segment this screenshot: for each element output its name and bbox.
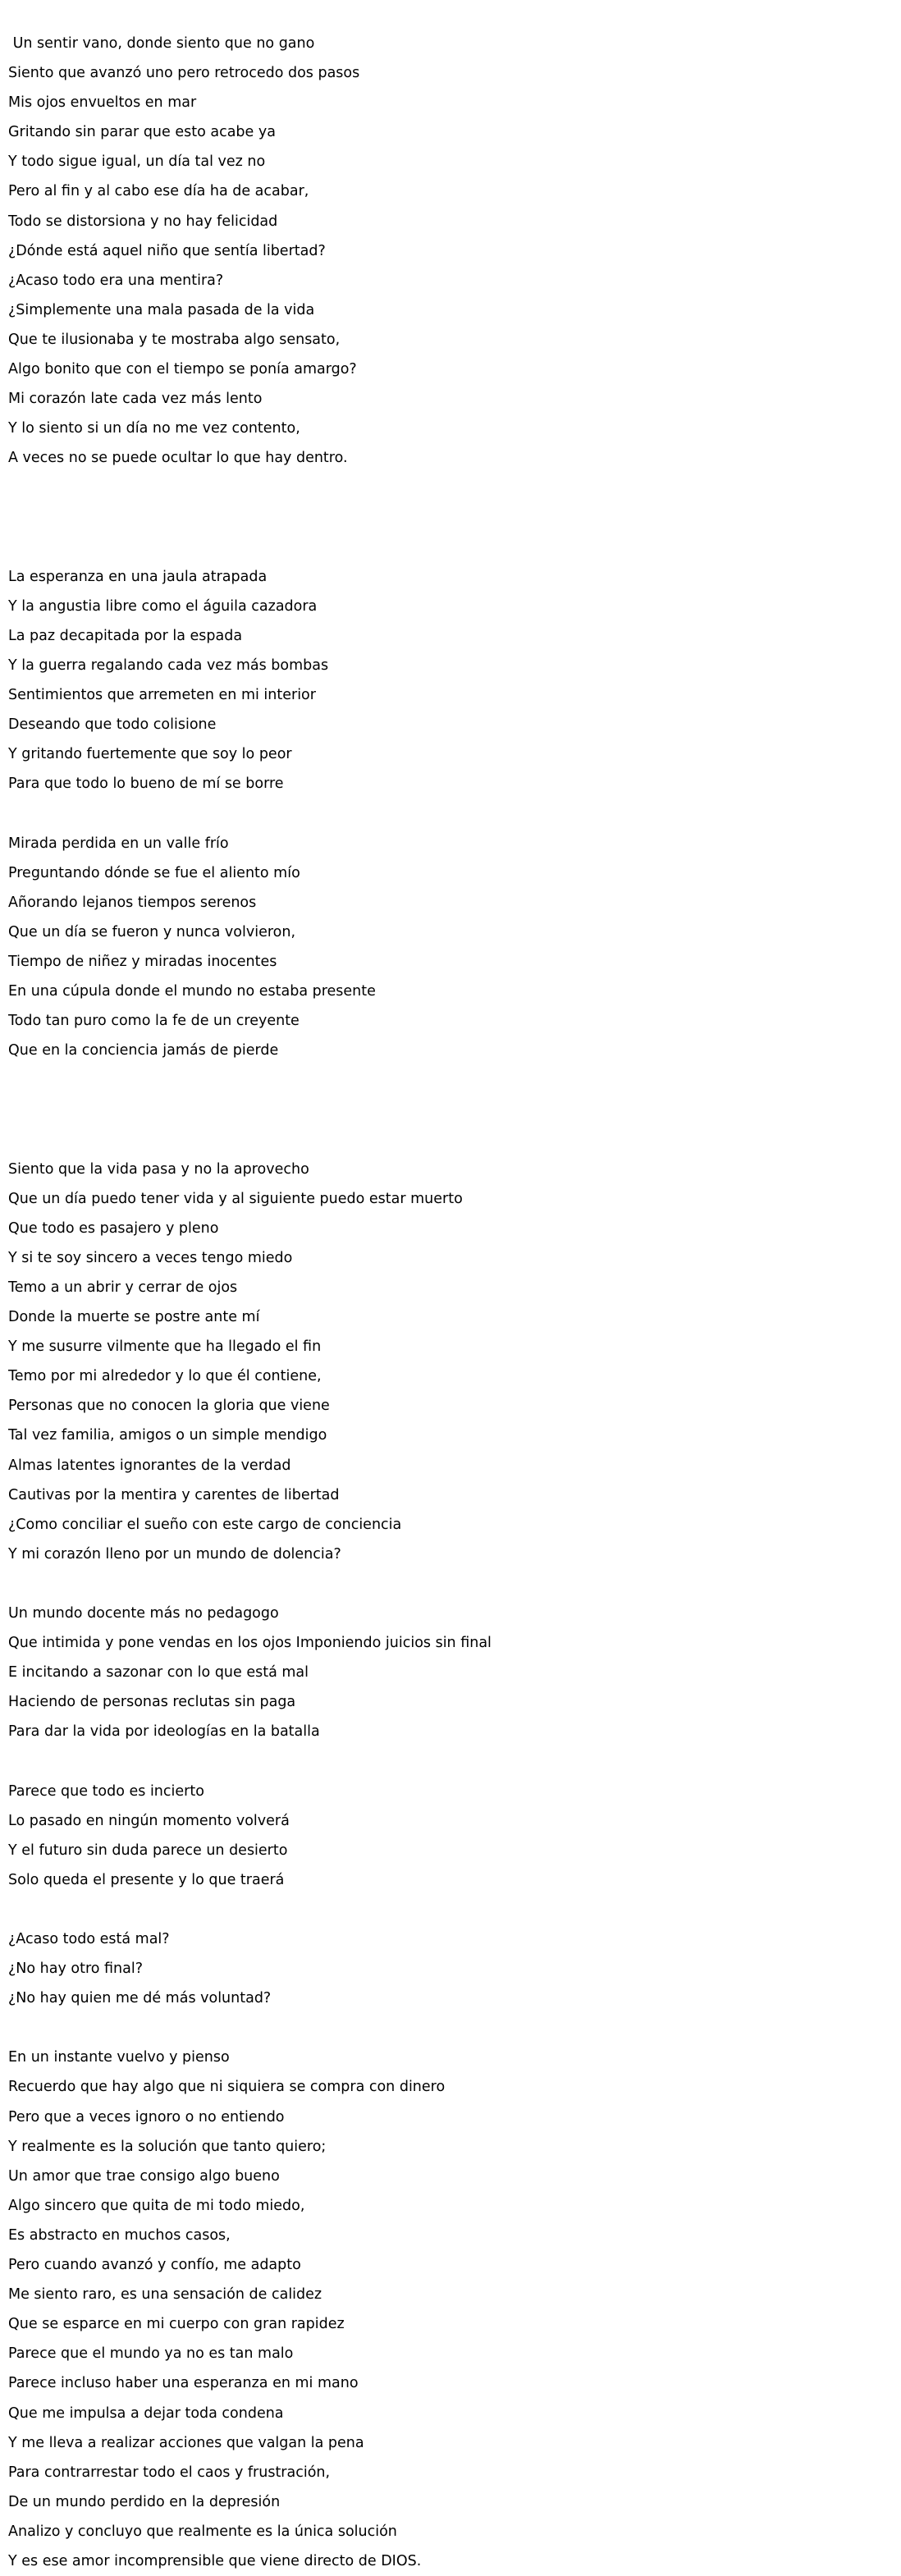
- poem-line: Cautivas por la mentira y carentes de libertad: [8, 1486, 340, 1503]
- poem-line: Mi corazón late cada vez más lento: [8, 391, 263, 408]
- poem-line: Para contrarrestar todo el caos y frustración,: [8, 2464, 331, 2481]
- poem-line: [8, 1569, 894, 1599]
- poem-line: Algo sincero que quita de mi todo miedo,: [8, 2197, 305, 2214]
- poem-line: [8, 1895, 894, 1924]
- poem-line: Me siento raro, es una sensación de calidez: [8, 2286, 322, 2304]
- poem-line: E incitando a sazonar con lo que está mal: [8, 1664, 309, 1681]
- poem-line: Siento que la vida pasa y no la aprovecho: [8, 1160, 309, 1178]
- poem-line: Pero al fin y al cabo ese día ha de acabar,: [8, 183, 309, 200]
- poem-line: Algo bonito que con el tiempo se ponía amargo?: [8, 361, 357, 378]
- poem-line: [8, 473, 894, 502]
- poem-line: ¿Como conciliar el sueño con este cargo de conciencia: [8, 1516, 402, 1533]
- poem-line: Añorando lejanos tiempos serenos: [8, 894, 257, 911]
- poem-line: Todo se distorsiona y no hay felicidad: [8, 213, 278, 230]
- poem-line: Que un día se fueron y nunca volvieron,: [8, 923, 296, 940]
- poem-line: Parece que todo es incierto: [8, 1782, 204, 1800]
- poem-line: Preguntando dónde se fue el aliento mío: [8, 864, 300, 881]
- poem-line: Temo a un abrir y cerrar de ojos: [8, 1279, 238, 1296]
- poem-line: [8, 2013, 894, 2043]
- poem-line: Y la angustia libre como el águila cazadora: [8, 597, 318, 615]
- poem-line: [8, 1095, 894, 1124]
- poem-line: Donde la muerte se postre ante mí: [8, 1309, 260, 1326]
- poem-line: Un amor que trae consigo algo bueno: [8, 2167, 280, 2185]
- poem-line: Y lo siento si un día no me vez contento,: [8, 420, 300, 437]
- poem-line: Haciendo de personas reclutas sin paga: [8, 1694, 296, 1711]
- poem-line: Gritando sin parar que esto acabe ya: [8, 124, 276, 141]
- poem-line: Que me impulsa a dejar toda condena: [8, 2404, 284, 2422]
- poem-line: Que se esparce en mi cuerpo con gran rapidez: [8, 2316, 345, 2333]
- poem-line: La paz decapitada por la espada: [8, 627, 243, 644]
- poem-line: Analizo y concluyo que realmente es la única solución: [8, 2523, 397, 2540]
- poem-text: [8, 29, 894, 2576]
- poem-line: Un mundo docente más no pedagogo: [8, 1604, 279, 1622]
- poem-line: Para dar la vida por ideologías en la batalla: [8, 1723, 320, 1741]
- poem-line: ¿Acaso todo era una mentira?: [8, 272, 224, 289]
- poem-line: ¿Simplemente una mala pasada de la vida: [8, 301, 315, 318]
- poem-line: Que todo es pasajero y pleno: [8, 1219, 219, 1237]
- poem-line: [8, 533, 894, 562]
- poem-line: [8, 1746, 894, 1776]
- poem-line: Solo queda el presente y lo que traerá: [8, 1871, 285, 1888]
- poem-line: Que te ilusionaba y te mostraba algo sensato,: [8, 331, 341, 348]
- poem-line: Parece incluso haber una esperanza en mi mano: [8, 2375, 359, 2392]
- poem-line: Y me lleva a realizar acciones que valgan la pena: [8, 2434, 364, 2451]
- poem-line: Deseando que todo colisione: [8, 716, 217, 734]
- poem-line: ¿No hay quien me dé más voluntad?: [8, 1990, 272, 2007]
- poem-line: ¿Dónde está aquel niño que sentía libertad?: [8, 242, 326, 259]
- poem-line: Almas latentes ignorantes de la verdad: [8, 1457, 291, 1474]
- poem-line: Y si te soy sincero a veces tengo miedo: [8, 1249, 293, 1266]
- poem-line: Tiempo de niñez y miradas inocentes: [8, 953, 277, 970]
- poem-line: Que un día puedo tener vida y al siguiente puedo estar muerto: [8, 1190, 463, 1207]
- poem-line: Lo pasado en ningún momento volverá: [8, 1812, 290, 1829]
- poem-line: Un sentir vano, donde siento que no gano: [8, 35, 315, 52]
- poem-line: A veces no se puede ocultar lo que hay dentro.: [8, 450, 348, 467]
- poem-line: Mirada perdida en un valle frío: [8, 835, 229, 852]
- poem-line: ¿Acaso todo está mal?: [8, 1931, 170, 1947]
- poem-line: Y mi corazón lleno por un mundo de dolencia?: [8, 1545, 341, 1563]
- poem-line: [8, 1065, 894, 1095]
- poem-line: Personas que no conocen la gloria que viene: [8, 1398, 330, 1415]
- poem-line: Siento que avanzó uno pero retrocedo dos pasos: [8, 65, 360, 82]
- poem-line: En una cúpula donde el mundo no estaba presente: [8, 983, 376, 1000]
- poem-line: Y gritando fuertemente que soy lo peor: [8, 746, 292, 763]
- poem-line: Es abstracto en muchos casos,: [8, 2226, 231, 2244]
- poem-line: Y es ese amor incomprensible que viene directo de DIOS.: [8, 2552, 422, 2569]
- poem-line: Que en la conciencia jamás de pierde: [8, 1042, 279, 1059]
- poem-line: ¿No hay otro final?: [8, 1961, 144, 1978]
- poem-line: Todo tan puro como la fe de un creyente: [8, 1013, 300, 1030]
- poem-line: Y me susurre vilmente que ha llegado el fin: [8, 1338, 322, 1356]
- poem-line: Pero que a veces ignoro o no entiendo: [8, 2108, 285, 2125]
- poem-line: [8, 503, 894, 533]
- poem-line: Parece que el mundo ya no es tan malo: [8, 2345, 294, 2363]
- poem-line: Y todo sigue igual, un día tal vez no: [8, 153, 266, 171]
- poem-line: Para que todo lo bueno de mí se borre: [8, 776, 284, 793]
- poem-line: Y el futuro sin duda parece un desierto: [8, 1842, 288, 1859]
- poem-line: [8, 1124, 894, 1154]
- poem-line: Mis ojos envueltos en mar: [8, 94, 197, 112]
- poem-line: En un instante vuelvo y pienso: [8, 2049, 230, 2066]
- poem-line: Que intimida y pone vendas en los ojos Imponiendo juicios sin final: [8, 1635, 492, 1652]
- poem-line: Tal vez familia, amigos o un simple mendigo: [8, 1427, 327, 1444]
- poem-line: Y realmente es la solución que tanto quiero;: [8, 2138, 327, 2155]
- poem-line: Y la guerra regalando cada vez más bombas: [8, 657, 329, 674]
- poem-line: Sentimientos que arremeten en mi interior: [8, 687, 316, 704]
- poem-line: De un mundo perdido en la depresión: [8, 2493, 281, 2510]
- poem-line: La esperanza en una jaula atrapada: [8, 568, 268, 585]
- poem-line: Recuerdo que hay algo que ni siquiera se compra con dinero: [8, 2079, 446, 2096]
- poem-line: Temo por mi alrededor y lo que él contiene,: [8, 1368, 322, 1385]
- poem-line: [8, 798, 894, 828]
- poem-line: Pero cuando avanzó y confío, me adapto: [8, 2257, 301, 2274]
